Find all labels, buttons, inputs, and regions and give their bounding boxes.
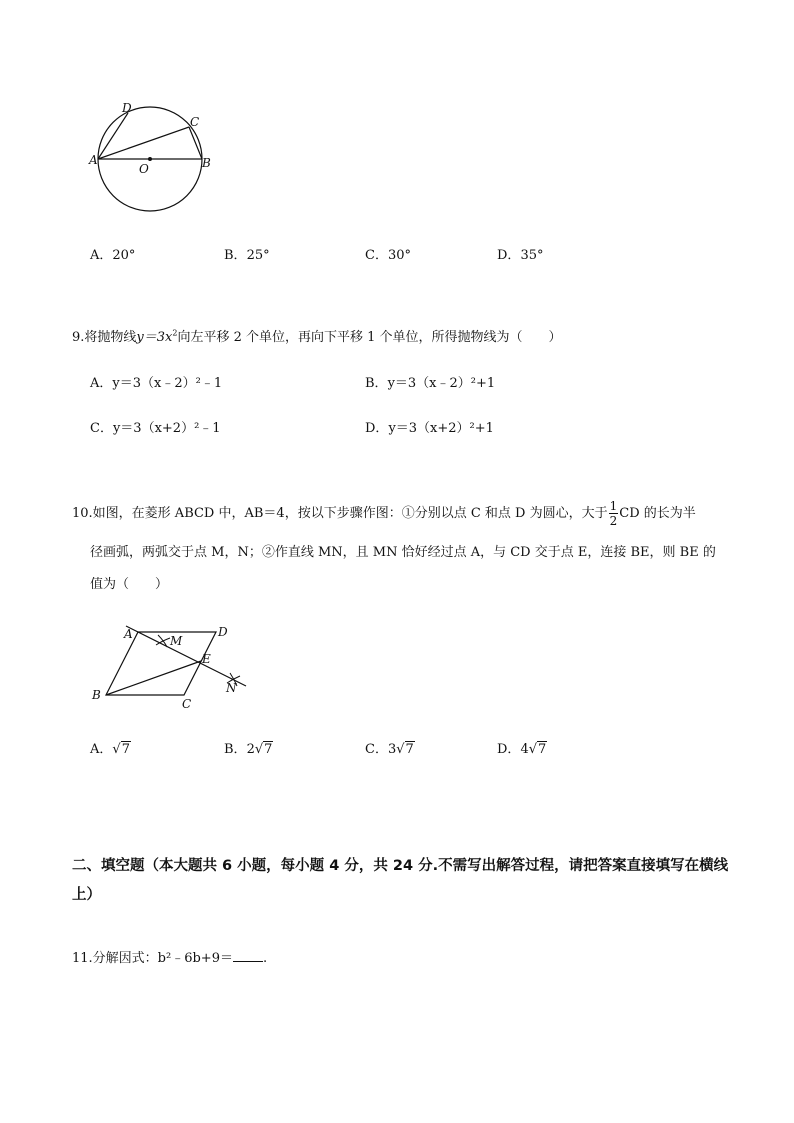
label-o: O xyxy=(139,162,149,176)
q8-figure xyxy=(80,95,230,225)
label-a: A xyxy=(89,153,98,167)
q10-line-2: 径画弧，两弧交于点 M，N；②作直线 MN，且 MN 恰好经过点 A，与 CD 交于点 E，连接 BE，则 BE 的 xyxy=(90,545,716,560)
q10-line-3: 值为（ ） xyxy=(90,577,169,592)
chord-ad xyxy=(98,113,128,159)
q9-option-c: C．y＝3（x+2）²﹣1 xyxy=(90,421,221,436)
label-c: C xyxy=(190,115,200,129)
answer-blank[interactable] xyxy=(233,949,263,962)
q9-option-d: D．y＝3（x+2）²+1 xyxy=(365,421,494,436)
section-heading: 二、填空题（本大题共 6 小题，每小题 4 分，共 24 分.不需写出解答过程，请把答案直接填写在横线上） xyxy=(72,858,729,903)
label-n: N xyxy=(226,681,237,695)
label-a: A xyxy=(124,627,133,641)
q10-option-d: D．4√7 xyxy=(497,742,547,757)
q9-option-a: A．y＝3（x﹣2）²﹣1 xyxy=(90,376,223,391)
q10-line-1: 10.如图，在菱形 ABCD 中，AB＝4，按以下步骤作图：①分别以点 C 和点 D 为圆心，大于 $\frac{1}{2}$ CD 的长为半 xyxy=(72,499,696,528)
q9-option-b: B．y＝3（x﹣2）²+1 xyxy=(365,376,496,391)
q8-option-a: A．20° xyxy=(90,248,136,263)
q8-option-c: C．30° xyxy=(365,248,411,263)
q10-option-b: B．2√7 xyxy=(224,742,273,757)
label-d: D xyxy=(122,101,132,115)
q10-figure xyxy=(88,618,258,713)
rhombus-abcd xyxy=(106,632,216,695)
label-d: D xyxy=(218,625,228,639)
center-dot xyxy=(148,157,152,161)
label-m: M xyxy=(170,634,183,648)
label-e: E xyxy=(202,652,211,666)
q10-option-a: A．√7 xyxy=(90,742,130,757)
label-b: B xyxy=(92,688,101,702)
label-b: B xyxy=(202,156,211,170)
q9-question: 9.将抛物线$y=3x^2$向左平移 2 个单位，再向下平移 1 个单位，所得抛物线为（ ） xyxy=(72,328,562,345)
fraction-half: $\frac{1}{2}$ xyxy=(609,499,618,528)
line-mn xyxy=(126,626,246,686)
q11-question: 11.分解因式：b²﹣6b+9＝ . xyxy=(72,951,268,966)
q8-option-b: B．25° xyxy=(224,248,270,263)
chord-ac xyxy=(98,127,189,159)
label-c: C xyxy=(182,697,192,711)
q10-option-c: C．3√7 xyxy=(365,742,414,757)
q8-option-d: D．35° xyxy=(497,248,544,263)
